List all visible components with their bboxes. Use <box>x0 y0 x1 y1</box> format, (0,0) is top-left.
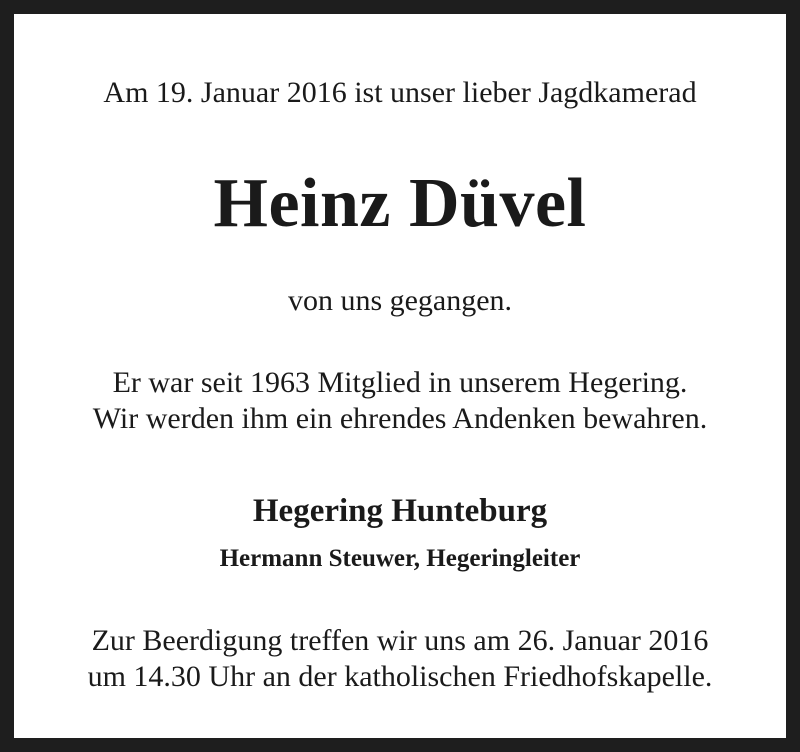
intro-text: Am 19. Januar 2016 ist unser lieber Jagdkamerad <box>103 76 697 109</box>
membership-text-line-2: Wir werden ihm ein ehrendes Andenken bewahren. <box>92 402 708 435</box>
deceased-name: Heinz Düvel <box>213 165 587 242</box>
organization-leader: Hermann Steuwer, Hegeringleiter <box>219 545 581 572</box>
obituary-notice <box>14 14 786 738</box>
organization-name: Hegering Hunteburg <box>252 493 548 529</box>
passed-away-text: von uns gegangen. <box>287 284 513 317</box>
funeral-info-line-1: Zur Beerdigung treffen wir uns am 26. Januar 2016 <box>91 624 709 657</box>
funeral-info-line-2: um 14.30 Uhr an der katholischen Friedhofskapelle. <box>87 660 713 693</box>
membership-text-line-1: Er war seit 1963 Mitglied in unserem Hegering. <box>112 366 688 399</box>
